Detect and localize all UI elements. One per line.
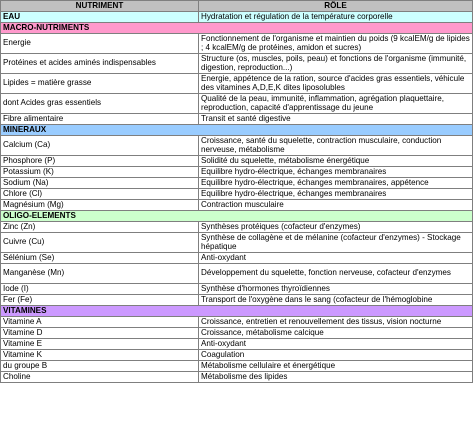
table-row	[1, 114, 473, 125]
section-title: MACRO-NUTRIMENTS	[1, 23, 473, 34]
nutrient-role: Croissance, métabolisme calcique	[199, 328, 473, 339]
table-row	[1, 233, 473, 253]
nutrient-name: Fibre alimentaire	[1, 114, 199, 125]
nutrient-role: Transport de l'oxygène dans le sang (cofacteur de l'hémoglobine	[199, 295, 473, 306]
nutrient-role: Transit et santé digestive	[199, 114, 473, 125]
nutrient-name: Magnésium (Mg)	[1, 200, 199, 211]
table-row	[1, 222, 473, 233]
nutrient-role: Qualité de la peau, immunité, inflammation, agrégation plaquettaire, reproduction, capacité d'apprentissage du jeune	[199, 94, 473, 114]
nutrient-name: Zinc (Zn)	[1, 222, 199, 233]
table-row	[1, 284, 473, 295]
eau-role: Hydratation et régulation de la température corporelle	[199, 12, 473, 23]
nutrient-role: Croissance, santé du squelette, contraction musculaire, conduction nerveuse, métabolisme	[199, 136, 473, 156]
section-header-row	[1, 125, 473, 136]
table-row	[1, 317, 473, 328]
nutrient-role: Fonctionnement de l'organisme et maintien du poids (9 kcalEM/g de lipides ; 4 kcalEM/g de protéines, amidon et sucres)	[199, 34, 473, 54]
nutrient-role: Structure (os, muscles, poils, peau) et fonctions de l'organisme (immunité, digestion, reproduction...)	[199, 54, 473, 74]
nutrient-role: Coagulation	[199, 350, 473, 361]
header-row	[1, 1, 473, 12]
nutrient-role: Energie, appétence de la ration, source d'acides gras essentiels, véhicule des vitamines A,D,E,K dites liposolubles	[199, 74, 473, 94]
table-row	[1, 339, 473, 350]
nutrient-name: Energie	[1, 34, 199, 54]
table-row	[1, 54, 473, 74]
nutrient-role: Synthèses protéiques (cofacteur d'enzymes)	[199, 222, 473, 233]
table-row	[1, 350, 473, 361]
nutrient-name: Manganèse (Mn)	[1, 264, 199, 284]
table-row	[1, 94, 473, 114]
nutrient-name: Iode (I)	[1, 284, 199, 295]
nutrient-role: Métabolisme des lipides	[199, 372, 473, 383]
nutrient-name: Protéines et acides aminés indispensables	[1, 54, 199, 74]
section-title: VITAMINES	[1, 306, 473, 317]
nutrient-role: Equilibre hydro-électrique, échanges membranaires, appétence	[199, 178, 473, 189]
nutrient-role: Anti-oxydant	[199, 253, 473, 264]
nutrient-role: Développement du squelette, fonction nerveuse, cofacteur d'enzymes	[199, 264, 473, 284]
header-role: RÔLE	[199, 1, 473, 12]
eau-name: EAU	[1, 12, 199, 23]
nutrient-name: Cuivre (Cu)	[1, 233, 199, 253]
nutrient-role: Croissance, entretien et renouvellement des tissus, vision nocturne	[199, 317, 473, 328]
table-row	[1, 295, 473, 306]
nutrient-name: Fer (Fe)	[1, 295, 199, 306]
nutrient-role: Solidité du squelette, métabolisme énergétique	[199, 156, 473, 167]
nutrient-name: Vitamine K	[1, 350, 199, 361]
nutrient-name: dont Acides gras essentiels	[1, 94, 199, 114]
table-row	[1, 156, 473, 167]
nutrient-name: Chlore (Cl)	[1, 189, 199, 200]
section-header-row	[1, 211, 473, 222]
eau-row	[1, 12, 473, 23]
table-row	[1, 136, 473, 156]
table-row	[1, 372, 473, 383]
nutrient-name: Phosphore (P)	[1, 156, 199, 167]
table-row	[1, 328, 473, 339]
table-body	[1, 12, 473, 383]
section-title: MINERAUX	[1, 125, 473, 136]
nutrient-name: Choline	[1, 372, 199, 383]
table-row	[1, 189, 473, 200]
table-row	[1, 167, 473, 178]
section-title: OLIGO-ELEMENTS	[1, 211, 473, 222]
table-row	[1, 178, 473, 189]
table-row	[1, 264, 473, 284]
nutrient-role: Contraction musculaire	[199, 200, 473, 211]
nutrient-name: Sélénium (Se)	[1, 253, 199, 264]
nutrient-name: Vitamine E	[1, 339, 199, 350]
table-row	[1, 200, 473, 211]
section-header-row	[1, 23, 473, 34]
nutrient-role: Equilibre hydro-électrique, échanges membranaires	[199, 189, 473, 200]
nutrient-name: Potassium (K)	[1, 167, 199, 178]
table-row	[1, 74, 473, 94]
nutrient-name: Calcium (Ca)	[1, 136, 199, 156]
nutrient-role: Métabolisme cellulaire et énergétique	[199, 361, 473, 372]
nutrient-role: Synthèse de collagène et de mélanine (cofacteur d'enzymes) - Stockage hépatique	[199, 233, 473, 253]
nutrient-name: Vitamine D	[1, 328, 199, 339]
section-header-row	[1, 306, 473, 317]
table-row	[1, 34, 473, 54]
header-nutriment: NUTRIMENT	[1, 1, 199, 12]
nutrient-role: Equilibre hydro-électrique, échanges membranaires	[199, 167, 473, 178]
nutrient-name: Sodium (Na)	[1, 178, 199, 189]
nutrient-name: Vitamine A	[1, 317, 199, 328]
table-row	[1, 253, 473, 264]
table-row	[1, 361, 473, 372]
nutrient-name: Lipides = matière grasse	[1, 74, 199, 94]
nutrient-role: Synthèse d'hormones thyroïdiennes	[199, 284, 473, 295]
nutrient-name: du groupe B	[1, 361, 199, 372]
nutrient-role: Anti-oxydant	[199, 339, 473, 350]
